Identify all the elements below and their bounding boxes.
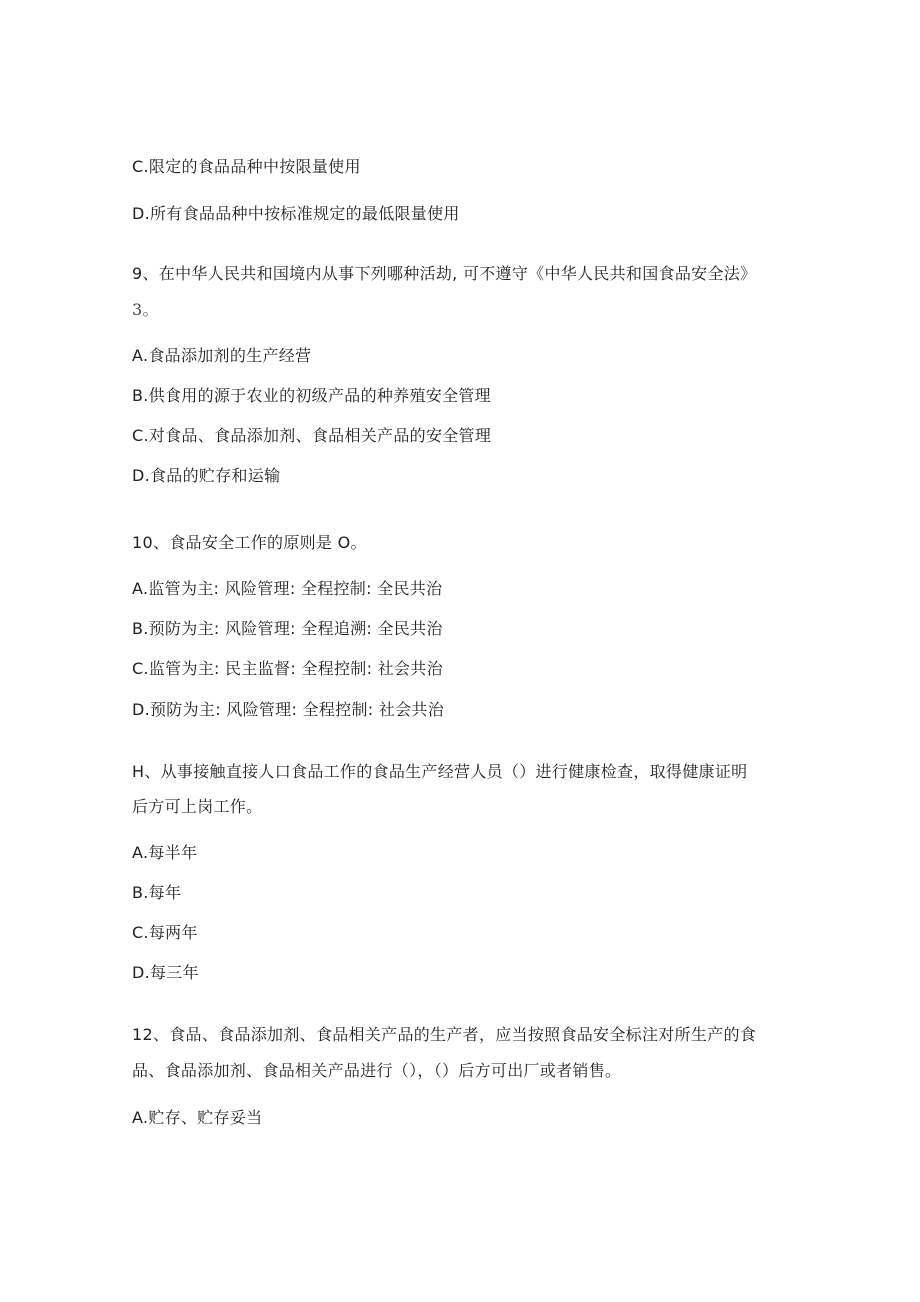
question-9-text: 9、在中华人民共和国境内从事下列哪种活劫, 可不遵守《中华人民共和国食品安全法》: [132, 264, 757, 283]
question-10-option-a: A.监管为主: 风险管理: 全程控制: 全民共治: [132, 579, 443, 598]
question-9-option-d: D.食品的贮存和运输: [132, 466, 281, 485]
option-d: D.所有食品品种中按标准规定的最低限量使用: [132, 204, 460, 223]
question-11-text: H、从事接触直接人口食品工作的食品生产经营人员（）进行健康检查，取得健康证明: [132, 762, 748, 781]
question-10-option-d: D.预防为主: 风险管理: 全程控制: 社会共治: [132, 700, 445, 719]
question-12-option-a: A.贮存、贮存妥当: [132, 1108, 263, 1127]
question-10-option-b: B.预防为主: 风险管理: 全程追溯: 全民共治: [132, 619, 443, 638]
question-9-option-a: A.食品添加剂的生产经营: [132, 346, 312, 365]
question-11-option-c: C.每两年: [132, 923, 198, 942]
question-9-text-cont: 3。: [132, 300, 159, 319]
question-12-text: 12、食品、食品添加剂、食品相关产品的生产者，应当按照食品安全标注对所生产的食: [132, 1025, 757, 1044]
question-11-option-b: B.每年: [132, 883, 182, 902]
question-11-text-cont: 后方可上岗工作。: [132, 797, 263, 816]
question-11-option-a: A.每半年: [132, 843, 198, 862]
option-c: C.限定的食品品种中按限量使用: [132, 157, 361, 176]
question-9-option-b: B.供食用的源于农业的初级产品的种养殖安全管理: [132, 386, 491, 405]
question-10-text: 10、食品安全工作的原则是 O。: [132, 533, 367, 552]
question-10-option-c: C.监管为主: 民主监督: 全程控制: 社会共治: [132, 659, 443, 678]
question-12-text-cont: 品、食品添加剂、食品相关产品进行（），（）后方可出厂或者销售。: [132, 1061, 622, 1080]
question-9-option-c: C.对食品、食品添加剂、食品相关产品的安全管理: [132, 426, 492, 445]
question-11-option-d: D.每三年: [132, 963, 199, 982]
